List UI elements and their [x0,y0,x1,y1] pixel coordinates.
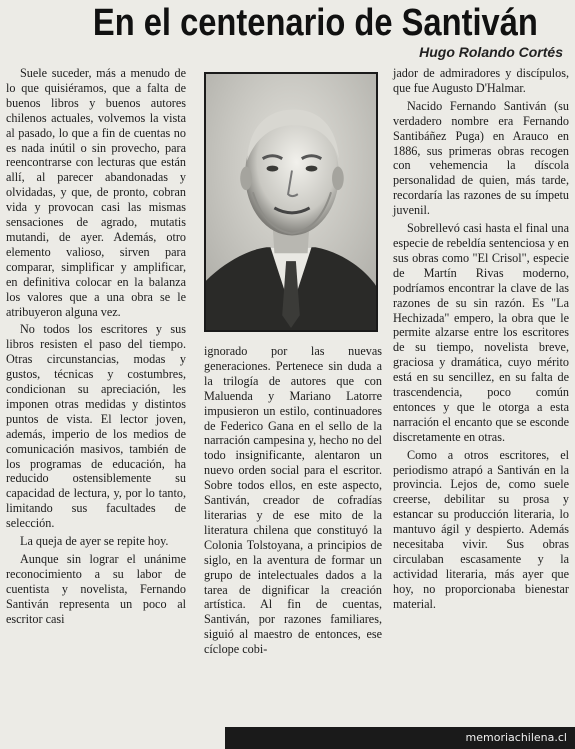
article-headline: En el centenario de Santiván [92,2,538,44]
paragraph: Nacido Fernando Santiván (su verdadero nombre era Fernando Santibáñez Puga) en Arauco en 1886, sus primeras obras recogen con vehemencia la díscola personalidad de quien, más tarde, recordaría las razones de su ímpetu juvenil. [393,98,569,218]
scan-margin [0,727,225,749]
paragraph: No todos los escritores y sus libros resisten el paso del tiempo. Otras circunstancias, modas y gustos, técnicas y costumbres, condicionan su apreciación, les imponen otras medidas y distintos puntos de vista. El lector joven, además, imperio de los medios de comunicación masivos, también de los programas de educación, ha reducido ostensiblemente su capacidad de lectura, y, por lo tanto, limitando sus facultades de selección. [6,322,186,531]
paragraph: jador de admiradores y discípulos, que fue Augusto D'Halmar. [393,66,569,95]
portrait-image [206,74,376,330]
watermark-bar [225,727,575,749]
column-1 [6,66,186,630]
paragraph: Suele suceder, más a menudo de lo que quisiéramos, que a falta de buenos libros y buenos autores chilenos actuales, volvemos la vista al pasado, lo que a fin de cuentas no es nada inútil o sin provecho, para reencontrarse con lecturas que están allí, al parecer abandonadas y olvidadas, y que, de pronto, cobran vida y provocan casi las mismas sensaciones de agrado, mutatis mutandi, de ayer. Además, otro elemento valioso, sirven para comparar, simplificar y amplificar, en definitiva colocar en la balanza los valores que a una obra se le atribuyeron alguna vez. [6,66,186,319]
paragraph: ignorado por las nuevas generaciones. Pertenece sin duda a la trilogía de autores que con Maluenda y Mariano Latorre impusieron un estilo, continuadores de Federico Gana en el sello de la narración campesina y, hecho no del todo insignificante, alentaron un nuevo orden social para el escritor. Sobre todos ellos, en este aspecto, Santiván, creador de cofradías literarias y de ese mito de la literatura chilena que constituyó la Colonia Tolstoyana, a principios de siglo, en la aventura de formar un grupo de intelectuales dados a la tarea de dignificar la creación artística. Al fin de cuentas, Santiván, por razones familiares, siguió al maestro de entonces, ese cíclope cobi- [204,344,382,657]
paragraph: Como a otros escritores, el periodismo atrapó a Santiván en la provincia. Lejos de, como suele creerse, debilitar su prosa y estancar su producción literaria, lo mantuvo ágil y despierto. Además necesitaba vivir. Sus obras circulaban escasamente y la actividad literaria, más ayer que hoy, no proporcionaba bienestar material. [393,447,569,611]
paragraph: Sobrellevó casi hasta el final una especie de rebeldía sentenciosa y en sus obras como "El Crisol", especie de Martín Rivas moderno, podríamos encontrar la clave de las razones de su sin razón. Es "La Hechizada" empero, la obra que le permite alzarse entre los escritores de su tiempo, novelista breve, graciosa y dramática, cuyo mérito está en su sencillez, en su falta de trascendencia, poco común entonces y que le otorga a esta narración el encanto que se esconde discretamente en otras. [393,221,569,444]
column-3 [393,66,569,615]
paragraph: Aunque sin lograr el unánime reconocimiento a su labor de cuentista y novelista, Fernando Santiván representa un poco al escritor casi [6,552,186,626]
article-byline: Hugo Rolando Cortés [419,44,563,60]
watermark-text: memoriachilena.cl [465,731,567,744]
column-2 [204,344,382,660]
paragraph: La queja de ayer se repite hoy. [20,534,169,549]
author-portrait-photo [204,72,378,332]
